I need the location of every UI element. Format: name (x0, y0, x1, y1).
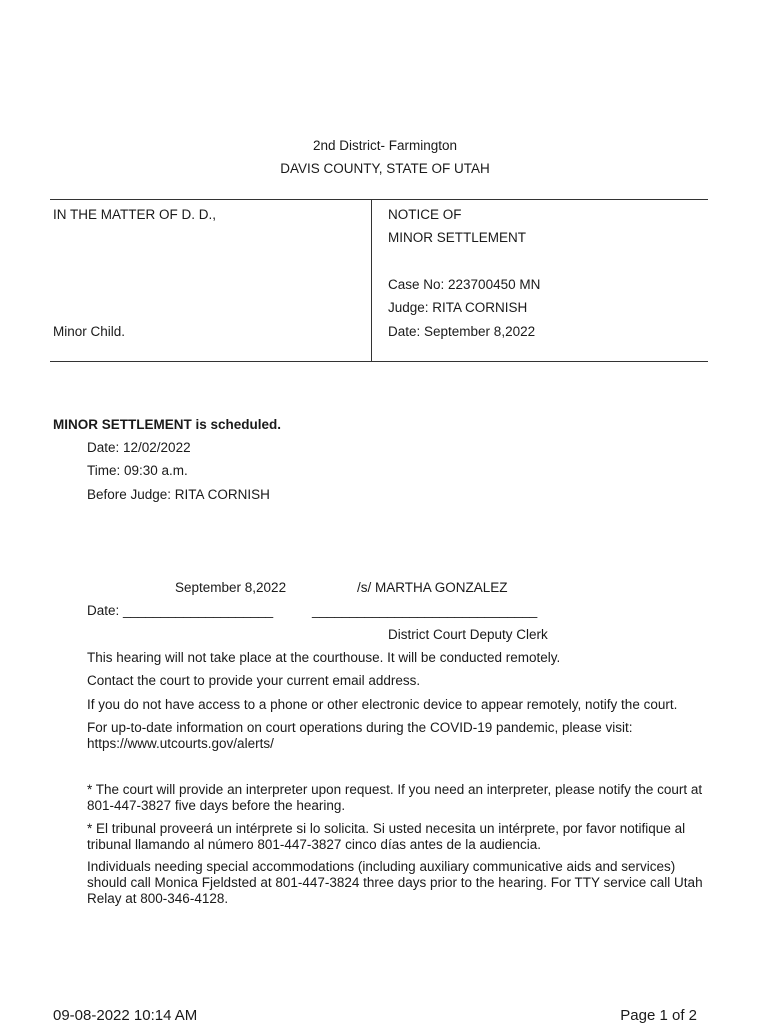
interpreter-notice-spanish: * El tribunal proveerá un intérprete si lo solicita. Si usted necesita un intérprete, por favor notifique al tribunal llamando al número 801-447-3827 cinco días antes de la audiencia. (87, 821, 686, 852)
signature-line: ______________________________ (312, 603, 538, 618)
covid-notice: For up-to-date information on court operations during the COVID-19 pandemic, please visit: https://www.utcourts.gov/alerts/ (87, 720, 633, 751)
matter-title: IN THE MATTER OF D. D., (53, 207, 217, 222)
hearing-time: Time: 09:30 a.m. (87, 463, 188, 478)
hearing-judge: Before Judge: RITA CORNISH (87, 487, 270, 502)
signature-date-label: Date: ____________________ (87, 603, 274, 618)
court-county: DAVIS COUNTY, STATE OF UTAH (280, 161, 490, 176)
notice-title-line2: MINOR SETTLEMENT (388, 230, 527, 245)
page-number: Page 1 of 2 (620, 1007, 697, 1024)
signer-name: /s/ MARTHA GONZALEZ (357, 580, 508, 595)
notice-title-line1: NOTICE OF (388, 207, 462, 222)
footer-timestamp: 09-08-2022 10:14 AM (53, 1007, 198, 1024)
hearing-date: Date: 12/02/2022 (87, 440, 191, 455)
caption-top-rule (50, 199, 708, 200)
interpreter-notice-english: * The court will provide an interpreter upon request. If you need an interpreter, please notify the court at 801-447-3827 five days before the hearing. (87, 782, 703, 813)
signer-title: District Court Deputy Clerk (388, 627, 548, 642)
party-label: Minor Child. (53, 324, 126, 339)
court-district: 2nd District- Farmington (312, 138, 458, 153)
notice-date: Date: September 8,2022 (388, 324, 536, 339)
case-number: Case No: 223700450 MN (388, 277, 541, 292)
accommodations-notice: Individuals needing special accommodations (including auxiliary communicative aids and services) should call Monica Fjeldsted at 801-447-3824 three days prior to the hearing. For TTY service call Utah Relay at 800-346-4128. (87, 859, 703, 906)
signature-date-value: September 8,2022 (175, 580, 287, 595)
email-notice: Contact the court to provide your current email address. (87, 673, 421, 688)
caption-bottom-rule (50, 361, 708, 362)
judge-name: Judge: RITA CORNISH (388, 300, 528, 315)
device-notice: If you do not have access to a phone or other electronic device to appear remotely, notify the court. (87, 697, 678, 712)
scheduled-heading: MINOR SETTLEMENT is scheduled. (53, 417, 282, 432)
caption-divider (371, 199, 372, 362)
remote-notice: This hearing will not take place at the courthouse. It will be conducted remotely. (87, 650, 561, 665)
